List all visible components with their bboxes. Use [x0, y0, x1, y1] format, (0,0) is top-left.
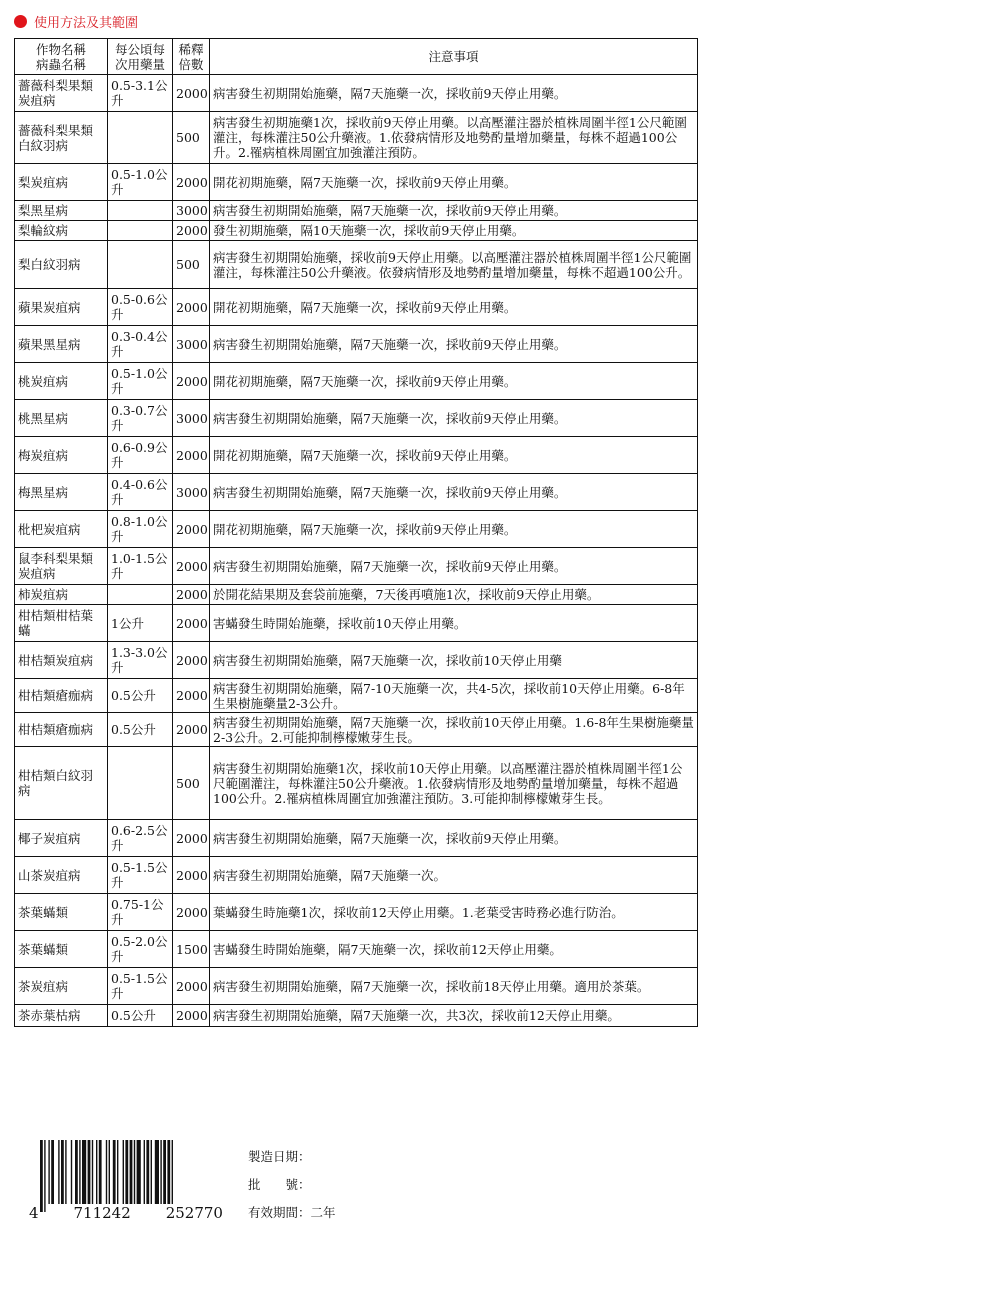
crop-cell: 柑桔類瘡痂病	[15, 713, 108, 747]
dose-cell: 0.6-0.9公升	[108, 437, 173, 474]
section-title	[14, 10, 138, 32]
crop-cell: 薔薇科梨果類炭疽病	[15, 75, 108, 112]
notes-cell: 病害發生初期開始施藥，隔7天施藥一次，採收前9天停止用藥。	[210, 548, 698, 585]
barcode-bar	[163, 1140, 166, 1204]
crop-cell: 山茶炭疽病	[15, 857, 108, 894]
barcode-bar	[96, 1140, 97, 1204]
dilution-cell: 2000	[173, 894, 210, 931]
dilution-cell: 500	[173, 747, 210, 820]
dilution-cell: 2000	[173, 679, 210, 713]
barcode-bar	[65, 1140, 66, 1204]
crop-cell: 柑桔類瘡痂病	[15, 679, 108, 713]
batch-number	[248, 1175, 311, 1193]
notes-cell: 病害發生初期開始施藥，隔7天施藥一次，採收前9天停止用藥。	[210, 400, 698, 437]
table-row	[15, 894, 698, 931]
notes-cell: 害蟎發生時開始施藥，採收前10天停止用藥。	[210, 605, 698, 642]
barcode-bar	[130, 1140, 133, 1204]
barcode-bar	[40, 1140, 43, 1212]
barcode-bar	[75, 1140, 78, 1204]
barcode-bar	[71, 1140, 72, 1204]
crop-cell: 柑桔類白紋羽病	[15, 747, 108, 820]
table-row	[15, 931, 698, 968]
notes-cell: 病害發生初期開始施藥，隔7天施藥一次，採收前10天停止用藥	[210, 642, 698, 679]
dilution-cell: 2000	[173, 511, 210, 548]
dilution-cell: 500	[173, 241, 210, 289]
crop-cell: 梨黑星病	[15, 201, 108, 221]
notes-cell: 於開花結果期及套袋前施藥，7天後再噴施1次，採收前9天停止用藥。	[210, 585, 698, 605]
dose-cell	[108, 112, 173, 164]
header-dose	[108, 39, 173, 75]
dose-cell	[108, 241, 173, 289]
table-row	[15, 747, 698, 820]
table-row	[15, 820, 698, 857]
barcode-bar	[172, 1140, 173, 1212]
dilution-cell: 2000	[173, 221, 210, 241]
crop-cell: 梨炭疽病	[15, 164, 108, 201]
barcode-digits-right: 252770	[165, 1204, 223, 1222]
notes-cell: 病害發生初期開始施藥，隔7天施藥一次，採收前18天停止用藥。適用於茶葉。	[210, 968, 698, 1005]
section-title-text: 使用方法及其範圍	[34, 15, 139, 31]
crop-cell: 桃炭疽病	[15, 363, 108, 400]
dose-cell	[108, 221, 173, 241]
barcode-bar	[144, 1140, 145, 1204]
dose-cell: 1.0-1.5公升	[108, 548, 173, 585]
dilution-cell: 3000	[173, 400, 210, 437]
dilution-cell: 2000	[173, 75, 210, 112]
dose-cell: 0.5-1.5公升	[108, 968, 173, 1005]
crop-cell: 梨白紋羽病	[15, 241, 108, 289]
header-crop-line2: 病蟲名稱	[35, 56, 86, 72]
table-row	[15, 585, 698, 605]
barcode-bar	[113, 1140, 116, 1212]
table-row	[15, 75, 698, 112]
crop-cell: 薔薇科梨果類白紋羽病	[15, 112, 108, 164]
barcode-bar	[160, 1140, 161, 1204]
table-row	[15, 605, 698, 642]
header-dilution-line2: 倍數	[178, 56, 204, 72]
barcode-bar	[109, 1140, 110, 1212]
notes-cell: 病害發生初期開始施藥1次，採收前10天停止用藥。以高壓灌注器於植株周圍半徑1公尺範圍灌注，每株灌注50公升藥液。1.依發病情形及地勢酌量增加藥量，每株不超過100公升。2.罹病植株周圍宜加強灌注預防。3.可能抑制檸檬嫩芽生長。	[210, 747, 698, 820]
barcode-bar	[117, 1140, 118, 1204]
notes-cell: 病害發生初期開始施藥，隔7-10天施藥一次，共4-5次，採收前10天停止用藥。6-8年生果樹施藥量2-3公升。	[210, 679, 698, 713]
notes-cell: 病害發生初期開始施藥，隔7天施藥一次，採收前9天停止用藥。	[210, 326, 698, 363]
dose-cell	[108, 201, 173, 221]
dose-cell: 0.5公升	[108, 713, 173, 747]
manufacture-date	[248, 1147, 311, 1165]
barcode-bar	[137, 1140, 141, 1204]
table-row	[15, 474, 698, 511]
dose-cell: 0.5公升	[108, 679, 173, 713]
dilution-cell: 2000	[173, 437, 210, 474]
crop-cell: 蘋果黑星病	[15, 326, 108, 363]
crop-cell: 梅黑星病	[15, 474, 108, 511]
dilution-cell: 2000	[173, 363, 210, 400]
table-row	[15, 400, 698, 437]
dilution-cell: 2000	[173, 585, 210, 605]
barcode-bar	[106, 1140, 107, 1204]
crop-cell: 柑桔類柑桔葉蟎	[15, 605, 108, 642]
crop-cell: 茶葉蟎類	[15, 894, 108, 931]
dose-cell	[108, 585, 173, 605]
header-dilution-line1: 稀釋	[178, 41, 204, 57]
header-dilution	[173, 39, 210, 75]
table-row	[15, 713, 698, 747]
table-row	[15, 112, 698, 164]
table-row	[15, 679, 698, 713]
barcode-bar	[92, 1140, 93, 1204]
dilution-cell: 3000	[173, 474, 210, 511]
dose-cell: 0.75-1公升	[108, 894, 173, 931]
table-row	[15, 548, 698, 585]
expiry-label: 有效期間：	[248, 1205, 311, 1220]
header-dose-line2: 次用藥量	[114, 56, 165, 72]
dilution-cell: 500	[173, 112, 210, 164]
table-row	[15, 642, 698, 679]
barcode-bar	[99, 1140, 102, 1204]
barcode-bar	[151, 1140, 152, 1204]
crop-cell: 枇杷炭疽病	[15, 511, 108, 548]
header-notes: 注意事項	[210, 39, 698, 75]
dose-cell: 0.8-1.0公升	[108, 511, 173, 548]
dilution-cell: 2000	[173, 1005, 210, 1027]
red-bullet-icon	[14, 15, 27, 28]
crop-cell: 柿炭疽病	[15, 585, 108, 605]
dose-cell: 0.5-1.5公升	[108, 857, 173, 894]
crop-cell: 蘋果炭疽病	[15, 289, 108, 326]
notes-cell: 開花初期施藥，隔7天施藥一次，採收前9天停止用藥。	[210, 164, 698, 201]
crop-cell: 梨輪紋病	[15, 221, 108, 241]
dose-cell: 0.5-1.0公升	[108, 164, 173, 201]
dose-cell: 0.3-0.7公升	[108, 400, 173, 437]
dose-cell: 0.4-0.6公升	[108, 474, 173, 511]
dilution-cell: 2000	[173, 857, 210, 894]
barcode-number	[28, 1204, 224, 1222]
barcode-digits-left: 711242	[73, 1204, 131, 1222]
dose-cell: 0.5-1.0公升	[108, 363, 173, 400]
notes-cell: 開花初期施藥，隔7天施藥一次，採收前9天停止用藥。	[210, 437, 698, 474]
notes-cell: 發生初期施藥，隔10天施藥一次，採收前9天停止用藥。	[210, 221, 698, 241]
notes-cell: 開花初期施藥，隔7天施藥一次，採收前9天停止用藥。	[210, 363, 698, 400]
crop-cell: 梅炭疽病	[15, 437, 108, 474]
notes-cell: 害蟎發生時開始施藥，隔7天施藥一次，採收前12天停止用藥。	[210, 931, 698, 968]
barcode-bar	[88, 1140, 91, 1204]
crop-cell: 柑桔類炭疽病	[15, 642, 108, 679]
table-row	[15, 221, 698, 241]
table-row	[15, 857, 698, 894]
crop-cell: 椰子炭疽病	[15, 820, 108, 857]
notes-cell: 開花初期施藥，隔7天施藥一次，採收前9天停止用藥。	[210, 289, 698, 326]
barcode-bar	[146, 1140, 149, 1204]
dilution-cell: 2000	[173, 548, 210, 585]
notes-cell: 病害發生初期開始施藥，隔7天施藥一次，採收前9天停止用藥。	[210, 474, 698, 511]
barcode-bar	[61, 1140, 64, 1204]
barcode-bar	[51, 1140, 54, 1204]
expiry-value: 二年	[310, 1205, 336, 1220]
notes-cell: 病害發生初期開始施藥，隔7天施藥一次，共3次，採收前12天停止用藥。	[210, 1005, 698, 1027]
notes-cell: 病害發生初期開始施藥，採收前9天停止用藥。以高壓灌注器於植株周圍半徑1公尺範圍灌注，每株灌注50公升藥液。依發病情形及地勢酌量增加藥量，每株不超過100公升。	[210, 241, 698, 289]
dose-cell	[108, 747, 173, 820]
crop-cell: 桃黑星病	[15, 400, 108, 437]
header-crop	[15, 39, 108, 75]
batch-label: 批 號：	[248, 1177, 311, 1192]
dilution-cell: 2000	[173, 164, 210, 201]
dose-cell: 1公升	[108, 605, 173, 642]
barcode-bar	[82, 1140, 86, 1204]
dose-cell: 0.5-3.1公升	[108, 75, 173, 112]
barcode-bar	[48, 1140, 49, 1204]
barcode-bar	[134, 1140, 135, 1204]
dose-cell: 0.3-0.4公升	[108, 326, 173, 363]
crop-cell: 鼠李科梨果類炭疽病	[15, 548, 108, 585]
dilution-cell: 3000	[173, 326, 210, 363]
barcode-bar	[58, 1140, 59, 1204]
table-row	[15, 241, 698, 289]
dilution-cell: 3000	[173, 201, 210, 221]
barcode-bars	[28, 1140, 224, 1212]
notes-cell: 葉蟎發生時施藥1次，採收前12天停止用藥。1.老葉受害時務必進行防治。	[210, 894, 698, 931]
barcode-bar	[79, 1140, 80, 1204]
dose-cell: 0.6-2.5公升	[108, 820, 173, 857]
usage-table	[14, 38, 698, 1027]
dose-cell: 0.5-2.0公升	[108, 931, 173, 968]
dose-cell: 1.3-3.0公升	[108, 642, 173, 679]
crop-cell: 茶赤葉枯病	[15, 1005, 108, 1027]
barcode-bar	[123, 1140, 124, 1204]
expiry-period	[248, 1203, 336, 1221]
crop-cell: 茶炭疽病	[15, 968, 108, 1005]
dilution-cell: 2000	[173, 968, 210, 1005]
notes-cell: 病害發生初期開始施藥，隔7天施藥一次，採收前9天停止用藥。	[210, 75, 698, 112]
crop-cell: 茶葉蟎類	[15, 931, 108, 968]
table-row	[15, 201, 698, 221]
dilution-cell: 1500	[173, 931, 210, 968]
notes-cell: 病害發生初期開始施藥，隔7天施藥一次，採收前9天停止用藥。	[210, 201, 698, 221]
barcode-bar	[155, 1140, 159, 1204]
barcode-bar	[167, 1140, 170, 1204]
barcode-digit-prefix: 4	[29, 1204, 39, 1222]
dose-cell: 0.5-0.6公升	[108, 289, 173, 326]
barcode-bar	[125, 1140, 128, 1204]
notes-cell: 病害發生初期開始施藥，隔7天施藥一次，採收前10天停止用藥。1.6-8年生果樹施藥量2-3公升。2.可能抑制檸檬嫩芽生長。	[210, 713, 698, 747]
header-crop-line1: 作物名稱	[35, 41, 86, 57]
table-row	[15, 326, 698, 363]
table-row	[15, 363, 698, 400]
dilution-cell: 2000	[173, 820, 210, 857]
dilution-cell: 2000	[173, 289, 210, 326]
table-row	[15, 968, 698, 1005]
table-header-row	[15, 39, 698, 75]
dilution-cell: 2000	[173, 605, 210, 642]
notes-cell: 病害發生初期開始施藥，隔7天施藥一次。	[210, 857, 698, 894]
table-row	[15, 164, 698, 201]
notes-cell: 開花初期施藥，隔7天施藥一次，採收前9天停止用藥。	[210, 511, 698, 548]
dose-cell: 0.5公升	[108, 1005, 173, 1027]
table-row	[15, 1005, 698, 1027]
header-dose-line1: 每公頃每	[114, 41, 165, 57]
table-row	[15, 511, 698, 548]
manufacture-date-label: 製造日期：	[248, 1149, 311, 1164]
dilution-cell: 2000	[173, 642, 210, 679]
dilution-cell: 2000	[173, 713, 210, 747]
notes-cell: 病害發生初期開始施藥，隔7天施藥一次，採收前9天停止用藥。	[210, 820, 698, 857]
notes-cell: 病害發生初期施藥1次，採收前9天停止用藥。以高壓灌注器於植株周圍半徑1公尺範圍灌注，每株灌注50公升藥液。1.依發病情形及地勢酌量增加藥量，每株不超過100公升。2.罹病植株周圍宜加強灌注預防。	[210, 112, 698, 164]
barcode-bar	[44, 1140, 45, 1212]
table-row	[15, 289, 698, 326]
table-row	[15, 437, 698, 474]
